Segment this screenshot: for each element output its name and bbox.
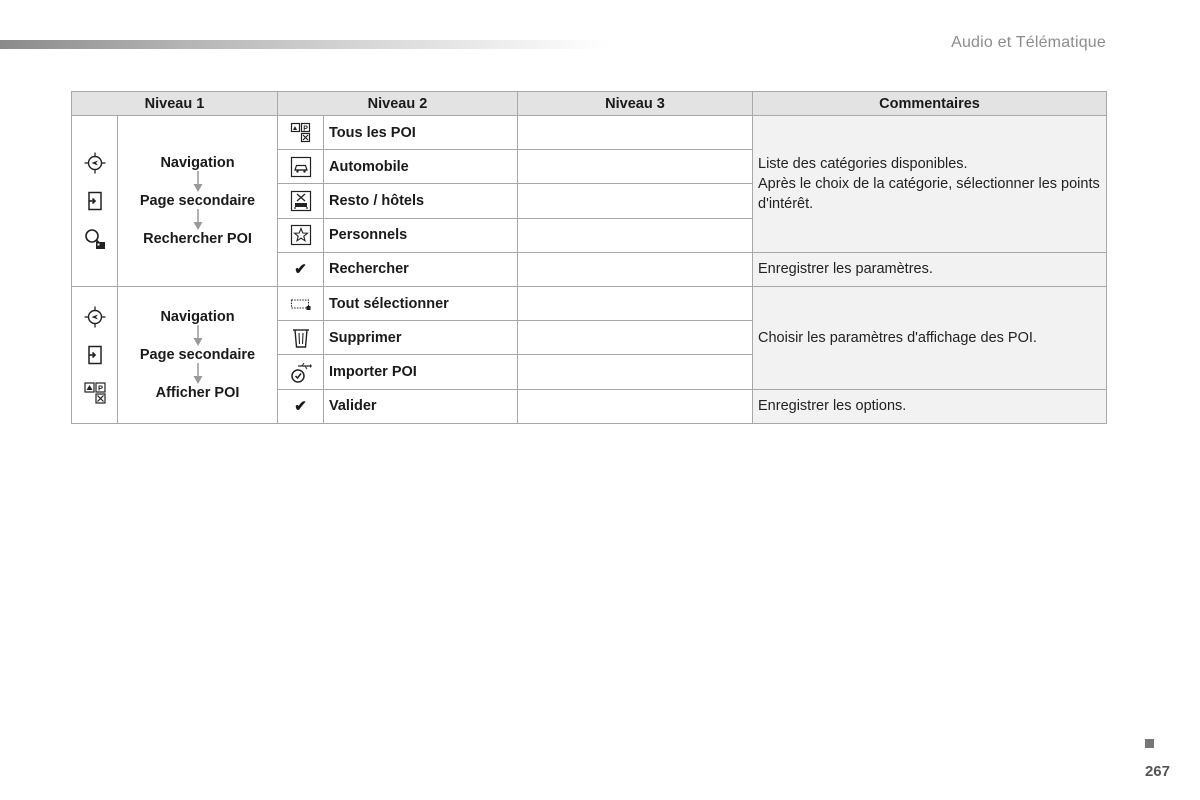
comment-save-parameters: Enregistrer les paramètres. (753, 252, 1107, 286)
comment-line: Liste des catégories disponibles. (758, 155, 968, 172)
down-arrow-icon (193, 325, 203, 347)
row-icon-cell (278, 355, 324, 389)
option-automobile: Automobile (324, 150, 518, 184)
table-row (72, 286, 1107, 320)
path-step-afficher-poi: Afficher POI (155, 384, 240, 401)
secondary-page-icon (83, 343, 107, 367)
navigation-icon (83, 305, 107, 329)
option-rechercher: Rechercher (324, 252, 518, 286)
row-icon-cell (278, 184, 324, 218)
check-icon: ✔ (294, 261, 307, 279)
row-icon-cell (278, 150, 324, 184)
table-header-row (72, 92, 1107, 116)
path-step-page-secondaire: Page secondaire (139, 192, 256, 209)
column-header-niveau-3: Niveau 3 (518, 92, 753, 116)
row-icon-cell (278, 252, 324, 286)
level3-cell (518, 389, 753, 423)
path-step-navigation: Navigation (160, 308, 235, 325)
star-icon (290, 227, 312, 243)
comment-line: Après le choix de la catégorie, sélectionner les points d'intérêt. (758, 175, 1100, 212)
level3-cell (518, 116, 753, 150)
path-step-rechercher-poi: Rechercher POI (143, 230, 252, 247)
option-supprimer: Supprimer (324, 321, 518, 355)
usb-import-icon (290, 364, 312, 380)
column-header-niveau-1: Niveau 1 (72, 92, 278, 116)
option-tous-les-poi: Tous les POI (324, 116, 518, 150)
comment-display-poi: Choisir les paramètres d'affichage des POI. (753, 286, 1107, 389)
search-poi-icon (83, 227, 107, 251)
down-arrow-icon (193, 171, 203, 193)
poi-grid-icon (83, 381, 107, 405)
path-step-page-secondaire: Page secondaire (139, 346, 256, 363)
path-step-navigation: Navigation (160, 154, 235, 171)
option-personnels: Personnels (324, 218, 518, 252)
level3-cell (518, 321, 753, 355)
level3-cell (518, 218, 753, 252)
down-arrow-icon (193, 209, 203, 231)
column-header-niveau-2: Niveau 2 (278, 92, 518, 116)
level3-cell (518, 150, 753, 184)
svg-text:P: P (302, 124, 308, 132)
level3-cell (518, 184, 753, 218)
column-header-commentaires: Commentaires (753, 92, 1107, 116)
select-all-icon (290, 295, 312, 311)
poi-settings-table (71, 91, 1107, 424)
menu-path-cell (118, 116, 278, 287)
navigation-icon (83, 151, 107, 175)
option-valider: Valider (324, 389, 518, 423)
path-icons-cell (72, 116, 118, 287)
section-title: Audio et Télématique (951, 34, 1106, 51)
header-gradient-bar (0, 40, 610, 49)
row-icon-cell (278, 286, 324, 320)
row-icon-cell (278, 321, 324, 355)
poi-grid-icon (290, 124, 312, 140)
level3-cell (518, 286, 753, 320)
option-importer-poi: Importer POI (324, 355, 518, 389)
trash-icon (290, 330, 312, 346)
page-corner-marker (1145, 739, 1154, 748)
car-icon (290, 159, 312, 175)
path-icons-cell (72, 286, 118, 423)
svg-text:P: P (97, 383, 103, 393)
restaurant-hotel-icon (290, 193, 312, 209)
row-icon-cell (278, 116, 324, 150)
menu-path-cell (118, 286, 278, 423)
row-icon-cell (278, 218, 324, 252)
comment-save-options: Enregistrer les options. (753, 389, 1107, 423)
comment-categories (753, 116, 1107, 253)
row-icon-cell (278, 389, 324, 423)
secondary-page-icon (83, 189, 107, 213)
table-row (72, 116, 1107, 150)
level3-cell (518, 355, 753, 389)
option-resto-hotels: Resto / hôtels (324, 184, 518, 218)
level3-cell (518, 252, 753, 286)
down-arrow-icon (193, 363, 203, 385)
check-icon: ✔ (294, 398, 307, 416)
page-number: 267 (1144, 763, 1170, 780)
option-tout-selectionner: Tout sélectionner (324, 286, 518, 320)
